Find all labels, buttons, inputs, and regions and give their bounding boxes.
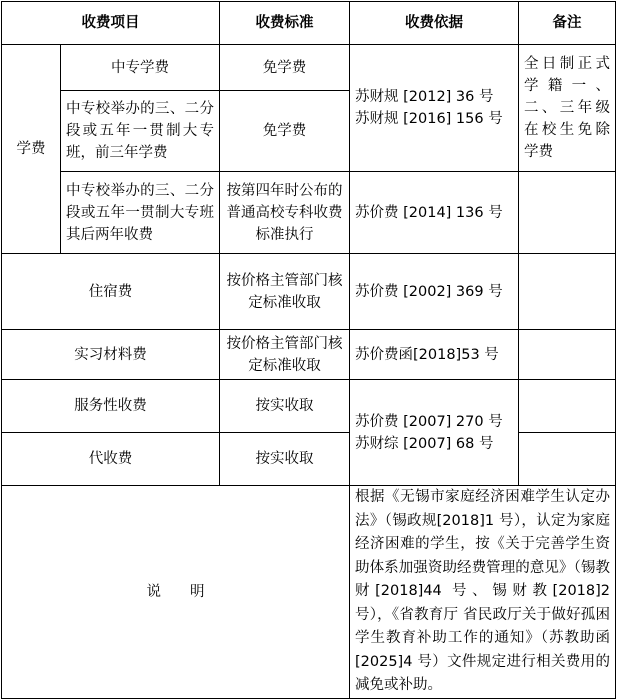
table-row xyxy=(2,254,616,330)
table-row xyxy=(2,330,616,380)
service-standard: 按实收取 xyxy=(220,380,350,433)
explanation-label: 说 明 xyxy=(2,486,350,699)
tuition-standard-3: 按第四年时公布的普通高校专科收费标准执行 xyxy=(220,172,350,254)
accommodation-standard: 按价格主管部门核定标准收取 xyxy=(220,254,350,330)
agency-item: 代收费 xyxy=(2,433,220,486)
tuition-basis-line-2: 苏财规 [2016] 156 号 xyxy=(355,111,503,127)
materials-remark xyxy=(519,330,616,380)
tuition-group-label: 学费 xyxy=(2,45,61,254)
tuition-item-3: 中专校举办的三、二分段或五年一贯制大专班其后两年收费 xyxy=(61,172,220,254)
table-row xyxy=(2,172,616,254)
materials-item: 实习材料费 xyxy=(2,330,220,380)
tuition-standard-2: 免学费 xyxy=(220,91,350,172)
header-basis: 收费依据 xyxy=(350,2,519,45)
materials-basis: 苏价费函[2018]53 号 xyxy=(350,330,519,380)
materials-standard: 按价格主管部门核定标准收取 xyxy=(220,330,350,380)
tuition-shared-basis xyxy=(350,45,519,172)
accommodation-item: 住宿费 xyxy=(2,254,220,330)
explanation-text: 根据《无锡市家庭经济困难学生认定办法》（锡政规[2018]1 号），认定为家庭经济困难的学生，按《关于完善学生资助体系加强资助经费管理的意见》（锡教财[2018]44 号、锡财教[2018]2 号），《省教育厅 省民政厅关于做好孤困学生教育补助工作的通知》（苏教助函[2025]4 号）文件规定进行相关费用的减免或补助。 xyxy=(350,486,616,699)
header-standard: 收费标准 xyxy=(220,2,350,45)
agency-standard: 按实收取 xyxy=(220,433,350,486)
fee-table xyxy=(1,1,616,699)
accommodation-basis: 苏价费 [2002] 369 号 xyxy=(350,254,519,330)
tuition-standard-1: 免学费 xyxy=(220,45,350,91)
table-row xyxy=(2,433,616,486)
tuition-basis-3: 苏价费 [2014] 136 号 xyxy=(350,172,519,254)
service-item: 服务性收费 xyxy=(2,380,220,433)
explanation-row xyxy=(2,486,616,699)
tuition-item-2: 中专校举办的三、二分段或五年一贯制大专班，前三年学费 xyxy=(61,91,220,172)
tuition-remark: 全日制正式学籍一、二、三年级在校生免除学费 xyxy=(519,45,616,172)
service-remark xyxy=(519,380,616,433)
agency-remark xyxy=(519,433,616,486)
header-remark: 备注 xyxy=(519,2,616,45)
table-row xyxy=(2,45,616,91)
header-row xyxy=(2,2,616,45)
tuition-item-1: 中专学费 xyxy=(61,45,220,91)
service-agency-basis-line-1: 苏价费 [2007] 270 号 xyxy=(355,413,503,430)
header-item: 收费项目 xyxy=(2,2,220,45)
tuition-basis-line-1: 苏财规 [2012] 36 号 xyxy=(355,89,494,105)
service-agency-basis-line-2: 苏财综 [2007] 68 号 xyxy=(355,435,494,452)
tuition-remark-empty xyxy=(519,172,616,254)
table-row xyxy=(2,380,616,433)
service-agency-basis xyxy=(350,380,519,486)
accommodation-remark xyxy=(519,254,616,330)
